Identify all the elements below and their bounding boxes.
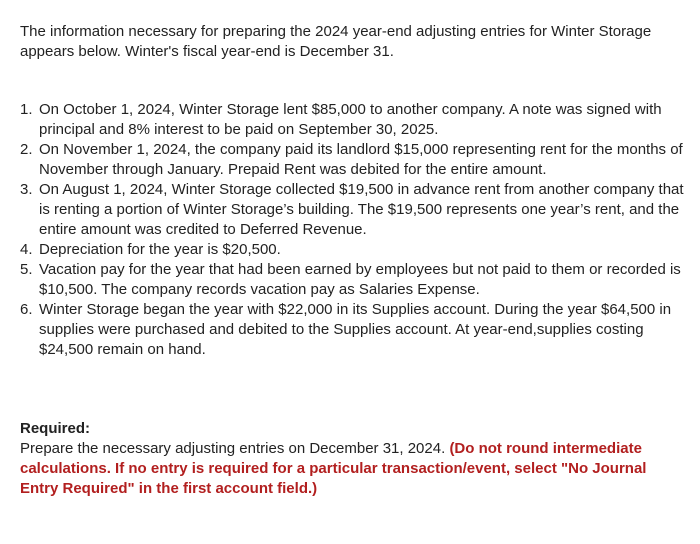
list-item xyxy=(20,140,685,180)
item-text: On August 1, 2024, Winter Storage collected $19,500 in advance rent from another company that is renting a portion of Winter Storage’s building. The $19,500 represents one year’s rent, and the entire amount was credited to Deferred Revenue. xyxy=(39,181,684,238)
list-item xyxy=(20,100,685,140)
item-text: Vacation pay for the year that had been earned by employees but not paid to them or recorded is $10,500. The company records vacation pay as Salaries Expense. xyxy=(39,261,681,298)
item-text: Winter Storage began the year with $22,000 in its Supplies account. During the year $64,500 in supplies were purchased and debited to the Supplies account. At year-end,supplies costing $24,500 remain on hand. xyxy=(39,301,672,358)
item-number: 3. xyxy=(20,181,33,198)
list-item xyxy=(20,180,685,240)
instruction-text: Prepare the necessary adjusting entries on December 31, 2024. xyxy=(20,440,446,457)
item-number: 4. xyxy=(20,241,33,258)
item-text: Depreciation for the year is $20,500. xyxy=(39,241,281,258)
information-list xyxy=(20,100,685,360)
required-heading: Required: xyxy=(20,420,91,437)
item-number: 6. xyxy=(20,301,33,318)
item-text: On October 1, 2024, Winter Storage lent $85,000 to another company. A note was signed with principal and 8% interest to be paid on September 30, 2025. xyxy=(39,101,662,138)
item-number: 1. xyxy=(20,101,33,118)
instruction-emphasis: (Do not round intermediate calculations. If no entry is required for a particular transaction/event, select "No Journal Entry Required" in the first account field.) xyxy=(20,440,647,497)
intro-text: The information necessary for preparing the 2024 year-end adjusting entries for Winter Storage appears below. Winter's fiscal year-end is December 31. xyxy=(20,23,652,60)
list-item xyxy=(20,300,685,360)
required-instruction xyxy=(20,439,685,499)
required-section xyxy=(20,419,685,499)
list-item xyxy=(20,260,685,300)
item-number: 5. xyxy=(20,261,33,278)
item-text: On November 1, 2024, the company paid its landlord $15,000 representing rent for the months of November through January. Prepaid Rent was debited for the entire amount. xyxy=(39,141,683,178)
problem-content xyxy=(20,22,685,499)
item-number: 2. xyxy=(20,141,33,158)
list-item xyxy=(20,240,685,260)
